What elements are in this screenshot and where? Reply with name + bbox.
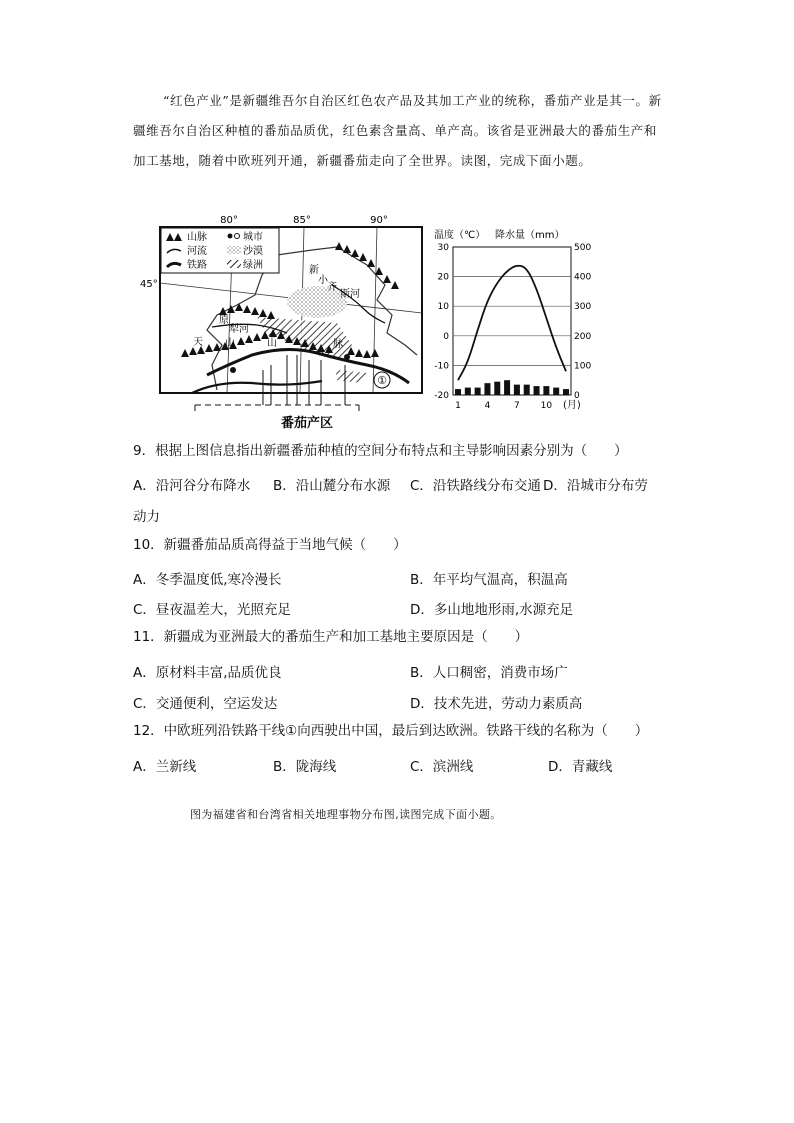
month-unit-label: (月) — [563, 400, 581, 411]
label-shan-2: 山 — [267, 338, 277, 349]
label-mai: 脉 — [333, 339, 343, 350]
x-tick-label: 7 — [514, 401, 520, 411]
legend-railway-label: 铁路 — [187, 260, 207, 271]
q9-option-a[interactable]: A．沿河谷分布降水 — [133, 478, 251, 494]
legend-desert-icon — [227, 246, 241, 254]
precip-bar — [465, 388, 471, 395]
legend-city-label: 城市 — [243, 232, 263, 243]
q12-option-c[interactable]: C．滨洲线 — [410, 759, 474, 775]
question-11-stem: 11．新疆成为亚洲最大的番茄生产和加工基地主要原因是（ ） — [133, 629, 529, 645]
q11-option-b[interactable]: B．人口稠密，消费市场广 — [410, 665, 568, 681]
tomato-region-label: 番茄产区 — [280, 416, 334, 431]
lon-label-90: 90° — [370, 215, 388, 226]
q10-option-d[interactable]: D．多山地地形雨,水源充足 — [410, 602, 574, 618]
figure-map-and-climate — [137, 205, 597, 435]
xinjiang-map — [140, 215, 422, 431]
legend-mountain-label: 山脉 — [187, 232, 207, 243]
q11-option-d[interactable]: D．技术先进，劳动力素质高 — [410, 696, 583, 712]
lat-label-45: 45° — [140, 279, 158, 290]
precip-bar — [484, 383, 490, 395]
q10-option-c[interactable]: C．昼夜温差大，光照充足 — [133, 602, 291, 618]
q11-option-a[interactable]: A．原材料丰富,品质优良 — [133, 665, 282, 681]
q11-option-c[interactable]: C．交通便利，空运发达 — [133, 696, 278, 712]
q9-option-d[interactable]: D．沿城市分布劳 — [543, 478, 648, 494]
q9-option-d-continued: 动力 — [133, 509, 160, 525]
precip-bar — [553, 388, 559, 395]
chart-x-ticks — [455, 401, 552, 411]
q9-option-b[interactable]: B．沿山麓分布水源 — [273, 478, 391, 494]
temp-axis-title: 温度（℃） — [434, 230, 486, 241]
city-dot — [344, 354, 350, 360]
right-tick-label: 100 — [574, 361, 592, 372]
q9-option-c[interactable]: C．沿铁路线分布交通 — [410, 478, 541, 494]
label-lihe: 犁河 — [229, 324, 249, 335]
q12-option-d[interactable]: D．青藏线 — [548, 759, 613, 775]
label-xin: 新 — [309, 265, 319, 276]
lon-label-80: 80° — [220, 215, 238, 226]
left-tick-label: 0 — [443, 331, 449, 342]
desert-area — [287, 286, 347, 318]
chart-left-ticks — [434, 243, 449, 401]
precip-bar — [534, 386, 540, 395]
x-tick-label: 10 — [540, 401, 553, 411]
precip-bar — [504, 380, 510, 395]
precip-bar — [514, 385, 520, 395]
precip-bar — [524, 385, 530, 395]
right-tick-label: 300 — [574, 302, 592, 313]
precip-bar — [563, 389, 569, 395]
legend-oasis-label: 绿洲 — [243, 260, 263, 271]
question-10-stem: 10．新疆番茄品质高得益于当地气候（ ） — [133, 537, 407, 553]
x-tick-label: 4 — [484, 401, 491, 411]
q10-option-b[interactable]: B．年平均气温高，积温高 — [410, 572, 568, 588]
left-tick-label: -10 — [434, 361, 449, 372]
left-tick-label: 20 — [437, 272, 449, 283]
precip-bar — [494, 382, 500, 395]
label-qi: 齐 — [327, 282, 337, 293]
right-tick-label: 0 — [574, 391, 580, 401]
legend-desert-label: 沙漠 — [243, 246, 263, 257]
chart-plot-area — [453, 247, 571, 395]
precip-axis-title: 降水量（mm） — [495, 230, 565, 241]
city-dot — [230, 367, 236, 373]
climate-chart — [434, 228, 591, 411]
q12-option-b[interactable]: B．陇海线 — [273, 759, 337, 775]
right-tick-label: 400 — [574, 272, 592, 283]
lon-label-85: 85° — [293, 215, 311, 226]
railway-marker: ① — [377, 374, 387, 387]
map-legend — [161, 228, 279, 273]
legend-river-label: 河流 — [187, 246, 207, 257]
right-tick-label: 200 — [574, 331, 592, 342]
question-9-stem: 9．根据上图信息指出新疆番茄种植的空间分布特点和主导影响因素分别为（ ） — [133, 443, 628, 459]
intro-text: “红色产业”是新疆维吾尔自治区红色农产品及其加工产业的统称，番茄产业是其一。新疆维吾尔自治区种植的番茄品质优，红色素含量高、单产高。该省是亚洲最大的番茄生产和加工基地，随着中欧班列开通，新疆番茄走向了全世界。读图，完成下面小题。 — [133, 93, 662, 168]
chart-right-ticks — [574, 243, 591, 401]
intro-paragraph — [133, 86, 663, 176]
left-tick-label: 30 — [437, 243, 449, 253]
label-sihe: 斯河 — [340, 289, 360, 300]
label-tian: 天 — [193, 337, 203, 348]
legend-oasis-icon — [227, 260, 241, 268]
label-shan: 山 — [225, 338, 235, 349]
precip-bar — [455, 389, 461, 395]
label-xiao: 小 — [318, 275, 328, 286]
next-section-note: 图为福建省和台湾省相关地理事物分布图,读图完成下面小题。 — [190, 808, 502, 821]
right-tick-label: 500 — [574, 243, 592, 253]
left-tick-label: 10 — [437, 302, 449, 313]
q12-option-a[interactable]: A．兰新线 — [133, 759, 197, 775]
q10-option-a[interactable]: A．冬季温度低,寒冷漫长 — [133, 572, 282, 588]
precip-bar — [475, 388, 481, 395]
question-12-stem: 12．中欧班列沿铁路干线①向西驶出中国，最后到达欧洲。铁路干线的名称为（ ） — [133, 723, 649, 739]
x-tick-label: 1 — [455, 401, 461, 411]
legend-city-icon — [228, 234, 233, 239]
precip-bar — [543, 386, 549, 395]
left-tick-label: -20 — [434, 391, 449, 401]
label-yuan: 原 — [219, 315, 229, 326]
